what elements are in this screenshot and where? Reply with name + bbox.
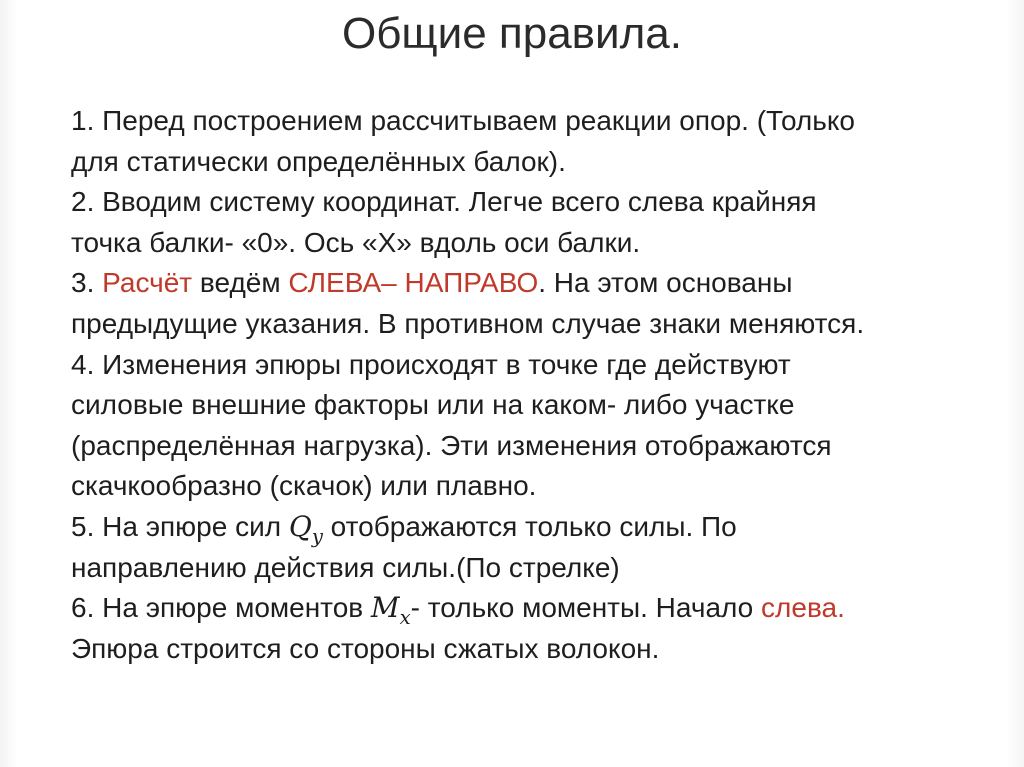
- rule-5-text-b: отображаются только силы. По: [322, 510, 737, 542]
- rule-5-text-a: 5. На эпюре сил: [71, 510, 289, 542]
- slide-right-edge: [1006, 0, 1024, 767]
- rule-6-line-1: [71, 588, 971, 629]
- rule-6-math-symbol: $M_x$: [370, 591, 411, 629]
- rule-4-line-2: силовые внешние факторы или на каком- либо участке: [71, 389, 795, 421]
- rule-item-4: [71, 345, 971, 507]
- rule-6-line-2: Эпюра строится со стороны сжатых волокон.: [71, 632, 660, 664]
- rule-3-text-b: . На этом основаны: [538, 267, 793, 299]
- rule-6-text-b: - только моменты. Начало: [410, 592, 762, 624]
- rule-5-math-symbol: $Q_y$: [288, 509, 323, 548]
- slide-body: [71, 101, 971, 669]
- rule-item-2: [71, 182, 971, 263]
- rule-6-highlight-left: слева.: [761, 592, 845, 624]
- rule-3-line-2: предыдущие указания. В противном случае знаки меняются.: [71, 307, 865, 339]
- rule-5-line-2: направлению действия силы.(По стрелке): [71, 551, 620, 583]
- rule-3-line-1: [71, 263, 971, 304]
- rule-3-text-a: ведём: [192, 267, 289, 299]
- rule-4-line-3: (распределённая нагрузка). Эти изменения отображаются: [71, 429, 832, 461]
- rule-2-line-1: 2. Вводим систему координат. Легче всего слева крайняя: [71, 186, 817, 218]
- rule-item-3: [71, 263, 971, 344]
- rule-item-5: [71, 507, 971, 588]
- slide-left-edge: [0, 0, 18, 767]
- rule-5-line-1: [71, 507, 971, 548]
- rule-2-line-2: точка балки- «0». Ось «Х» вдоль оси балки.: [71, 226, 641, 258]
- rule-item-6: [71, 588, 971, 669]
- rule-3-number: 3.: [71, 267, 103, 299]
- slide-title: Общие правила.: [342, 9, 682, 58]
- rule-1-line-1: 1. Перед построением рассчитываем реакции опор. (Только: [71, 105, 855, 136]
- rule-4-line-1: 4. Изменения эпюры происходят в точке где действуют: [71, 348, 791, 380]
- rule-4-line-4: скачкообразно (скачок) или плавно.: [71, 470, 537, 502]
- rule-item-1: [71, 101, 971, 182]
- rule-3-highlight-calculation: Расчёт: [102, 267, 193, 299]
- rule-1-line-2: для статически определённых балок).: [71, 145, 566, 177]
- rule-6-text-a: 6. На эпюре моментов: [71, 592, 371, 624]
- rule-3-highlight-direction: СЛЕВА– НАПРАВО: [288, 267, 539, 299]
